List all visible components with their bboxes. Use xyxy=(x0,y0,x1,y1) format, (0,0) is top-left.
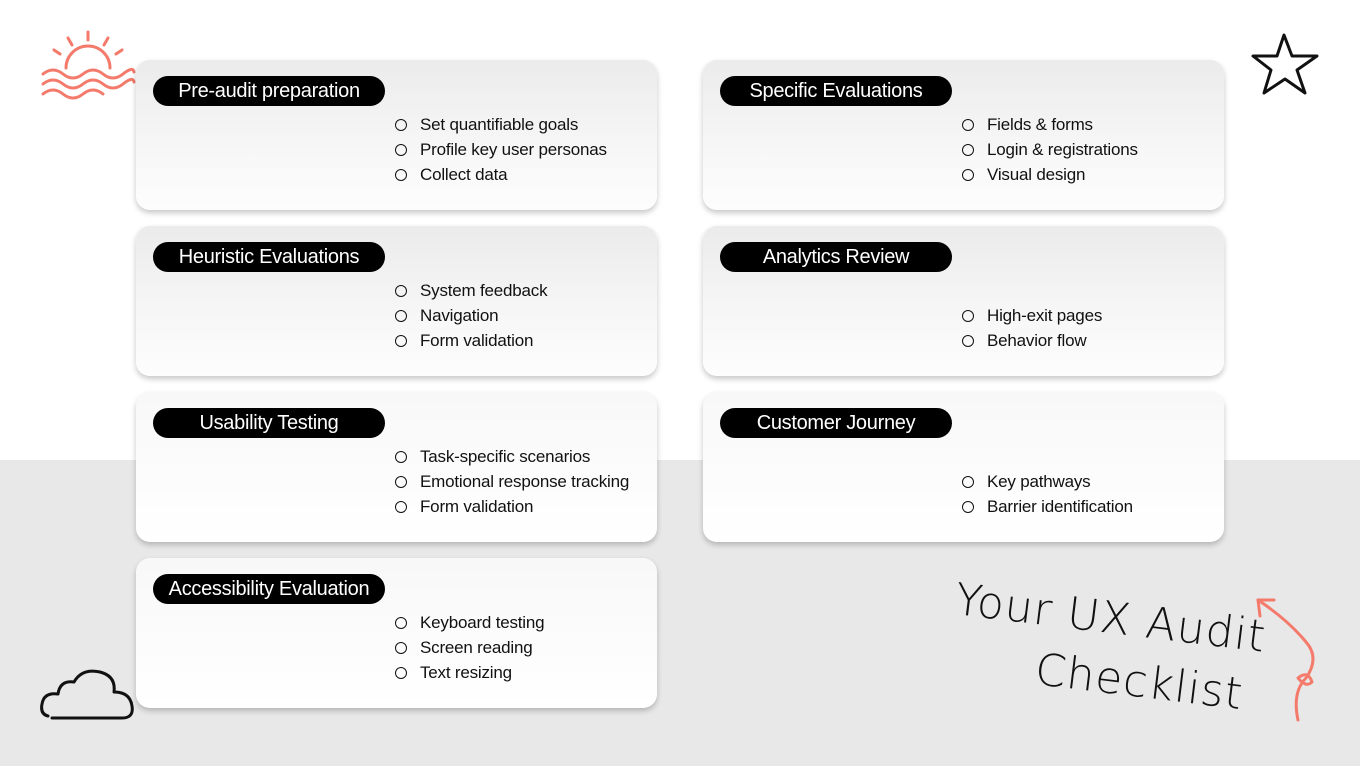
checklist-item-label: Behavior flow xyxy=(987,331,1087,350)
checklist-item-label: Login & registrations xyxy=(987,140,1138,159)
checklist-item[interactable] xyxy=(395,444,629,469)
checklist xyxy=(395,278,547,353)
checklist-item-label: Collect data xyxy=(420,165,508,184)
checkbox-icon[interactable] xyxy=(395,335,407,347)
checklist-item-label: Keyboard testing xyxy=(420,613,545,632)
checkbox-icon[interactable] xyxy=(395,310,407,322)
checklist-item-label: Screen reading xyxy=(420,638,533,657)
checkbox-icon[interactable] xyxy=(962,144,974,156)
checklist xyxy=(962,303,1102,353)
checklist-item[interactable] xyxy=(395,278,547,303)
checklist-item[interactable] xyxy=(395,137,607,162)
section-title: Usability Testing xyxy=(153,408,385,438)
checklist-item[interactable] xyxy=(962,494,1133,519)
checklist xyxy=(395,112,607,187)
star-icon xyxy=(1250,32,1322,96)
checklist-item[interactable] xyxy=(962,303,1102,328)
checklist-item-label: Text resizing xyxy=(420,663,512,682)
checkbox-icon[interactable] xyxy=(962,476,974,488)
checkbox-icon[interactable] xyxy=(395,501,407,513)
section-card-usability xyxy=(136,392,657,542)
checklist-item-label: Profile key user personas xyxy=(420,140,607,159)
checklist-item[interactable] xyxy=(395,162,607,187)
section-title: Accessibility Evaluation xyxy=(153,574,385,604)
checklist-item[interactable] xyxy=(395,494,629,519)
checklist-item-label: Emotional response tracking xyxy=(420,472,630,491)
checkbox-icon[interactable] xyxy=(395,285,407,297)
checklist-item[interactable] xyxy=(962,469,1133,494)
section-card-heuristic xyxy=(136,226,657,376)
checklist-item-label: Fields & forms xyxy=(987,115,1093,134)
checkbox-icon[interactable] xyxy=(395,451,407,463)
page-title-line-1: Your UX Audit xyxy=(952,574,1269,663)
checklist-item-label: Form validation xyxy=(420,331,534,350)
checklist-item-label: Set quantifiable goals xyxy=(420,115,579,134)
section-title: Analytics Review xyxy=(720,242,952,272)
checkbox-icon[interactable] xyxy=(395,667,407,679)
checkbox-icon[interactable] xyxy=(395,476,407,488)
checklist xyxy=(395,444,629,519)
section-title: Customer Journey xyxy=(720,408,952,438)
checkbox-icon[interactable] xyxy=(395,144,407,156)
checklist-item[interactable] xyxy=(395,469,629,494)
checkbox-icon[interactable] xyxy=(395,617,407,629)
checkbox-icon[interactable] xyxy=(962,169,974,181)
checklist-item-label: Visual design xyxy=(987,165,1086,184)
checklist xyxy=(962,112,1138,187)
checklist-item[interactable] xyxy=(962,112,1138,137)
checklist-item[interactable] xyxy=(395,112,607,137)
section-card-pre-audit xyxy=(136,60,657,210)
section-title: Specific Evaluations xyxy=(720,76,952,106)
checklist-item-label: Task-specific scenarios xyxy=(420,447,591,466)
cloud-icon xyxy=(38,664,138,724)
checkbox-icon[interactable] xyxy=(962,501,974,513)
checklist xyxy=(395,610,544,685)
section-title: Pre-audit preparation xyxy=(153,76,385,106)
checklist-item-label: System feedback xyxy=(420,281,548,300)
checklist-item-label: Form validation xyxy=(420,497,534,516)
page-title-line-2: Checklist xyxy=(1032,644,1246,721)
checkbox-icon[interactable] xyxy=(962,119,974,131)
checkbox-icon[interactable] xyxy=(395,642,407,654)
checklist xyxy=(962,469,1133,519)
section-card-customer-journey xyxy=(703,392,1224,542)
checklist-item[interactable] xyxy=(395,303,547,328)
checklist-item[interactable] xyxy=(395,610,544,635)
checkbox-icon[interactable] xyxy=(395,169,407,181)
checklist-item[interactable] xyxy=(395,328,547,353)
section-card-accessibility xyxy=(136,558,657,708)
checklist-item[interactable] xyxy=(962,162,1138,187)
sun-waves-icon xyxy=(38,28,138,100)
section-card-analytics xyxy=(703,226,1224,376)
checklist-item-label: Navigation xyxy=(420,306,499,325)
checklist-item-label: High-exit pages xyxy=(987,306,1103,325)
checklist-item[interactable] xyxy=(962,137,1138,162)
checklist-item-label: Key pathways xyxy=(987,472,1091,491)
checklist-item[interactable] xyxy=(962,328,1102,353)
checkbox-icon[interactable] xyxy=(395,119,407,131)
checklist-item[interactable] xyxy=(395,635,544,660)
section-card-specific xyxy=(703,60,1224,210)
checkbox-icon[interactable] xyxy=(962,335,974,347)
checklist-item-label: Barrier identification xyxy=(987,497,1133,516)
checkbox-icon[interactable] xyxy=(962,310,974,322)
section-title: Heuristic Evaluations xyxy=(153,242,385,272)
checklist-item[interactable] xyxy=(395,660,544,685)
